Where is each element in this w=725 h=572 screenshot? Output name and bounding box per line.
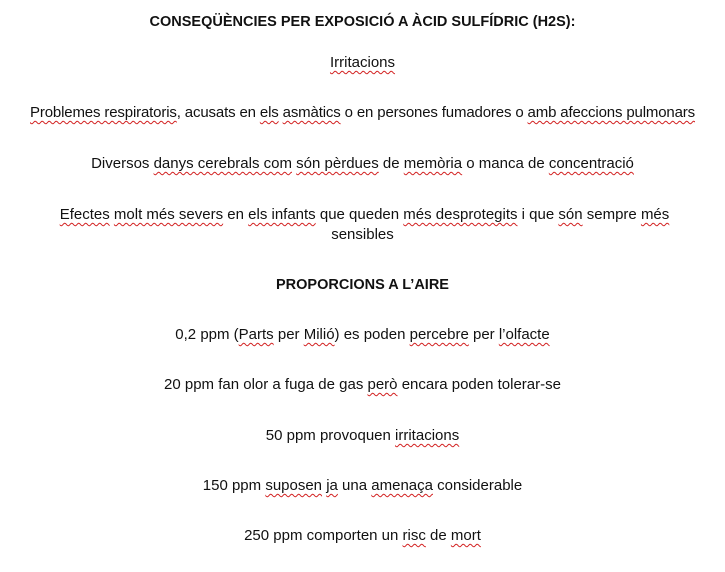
text-segment: 50 ppm provoquen [265, 427, 396, 444]
spellcheck-flagged-text: són [558, 206, 583, 223]
heading-consequences: CONSEQÜÈNCIES PER EXPOSICIÓ A ÀCID SULFÍDRIC (H2S): [149, 14, 576, 30]
text-segment: considerable [432, 477, 523, 494]
spellcheck-flagged-text: memòria [403, 155, 463, 172]
spellcheck-flagged-text: ja [326, 477, 338, 494]
spellcheck-flagged-text: suposen [265, 477, 323, 494]
proportion-20-ppm [0, 375, 725, 395]
text-segment: de [425, 527, 451, 544]
spellcheck-flagged-text: més [640, 206, 670, 223]
text-segment: encara poden tolerar-se [397, 376, 561, 393]
text-segment: 150 ppm [202, 477, 266, 494]
spellcheck-flagged-text: però [367, 376, 398, 393]
proportion-250-ppm [0, 526, 725, 546]
text-segment: una [337, 477, 372, 494]
spellcheck-flagged-text: Problemes respiratoris [30, 104, 177, 121]
text-segment: en [223, 206, 249, 223]
proportion-50-ppm [0, 426, 725, 446]
spellcheck-flagged-text: mort [450, 527, 481, 544]
spellcheck-flagged-text: asmàtics [282, 104, 341, 121]
spellcheck-flagged-text: l’olfacte [498, 326, 550, 343]
text-segment: o manca de [462, 155, 549, 172]
spellcheck-flagged-text: amb afeccions pulmonars [527, 104, 695, 121]
text-segment: per [468, 326, 499, 343]
text-segment: per [273, 326, 304, 343]
consequence-irritations [0, 53, 725, 73]
heading-proportions: PROPORCIONS A L’AIRE [276, 277, 449, 293]
spellcheck-flagged-text: Parts [238, 326, 274, 343]
spellcheck-flagged-text: molt més severs [113, 206, 224, 223]
spellcheck-flagged-text: els [259, 104, 279, 121]
consequence-brain [0, 154, 725, 174]
text-segment: que queden [315, 206, 404, 223]
consequence-respiratory [0, 103, 725, 123]
consequence-irritations-text: Irritacions [329, 54, 396, 71]
spellcheck-flagged-text: Milió [303, 326, 335, 343]
spellcheck-flagged-text: concentració [548, 155, 634, 172]
spellcheck-flagged-text: Efectes [59, 206, 110, 223]
consequence-children-line2-text: sensibles [331, 226, 394, 243]
spellcheck-flagged-text: són pèrdues [296, 155, 379, 172]
text-segment: 250 ppm comporten un [244, 527, 403, 544]
spellcheck-flagged-text: percebre [409, 326, 469, 343]
text-segment: o en persones fumadores o [340, 104, 528, 121]
spellcheck-flagged-text: danys cerebrals com [153, 155, 292, 172]
spellcheck-flagged-text: més desprotegits [403, 206, 518, 223]
proportion-150-ppm [0, 476, 725, 496]
consequence-children-line1 [4, 205, 725, 225]
text-segment: 0,2 ppm ( [175, 326, 239, 343]
text-segment: de [378, 155, 404, 172]
consequence-children-line2 [0, 225, 725, 245]
proportion-0-2-ppm [0, 325, 725, 345]
spellcheck-flagged-text: amenaça [371, 477, 433, 494]
spellcheck-flagged-text: irritacions [395, 427, 460, 444]
spellcheck-flagged-text: els infants [248, 206, 316, 223]
spellcheck-flagged-text: risc [402, 527, 426, 544]
text-segment: sempre [582, 206, 641, 223]
text-segment: 20 ppm fan olor a fuga de gas [164, 376, 368, 393]
text-segment: , acusats en [176, 104, 260, 121]
text-segment: Diversos [91, 155, 154, 172]
text-segment: i que [517, 206, 559, 223]
text-segment: ) es poden [334, 326, 410, 343]
